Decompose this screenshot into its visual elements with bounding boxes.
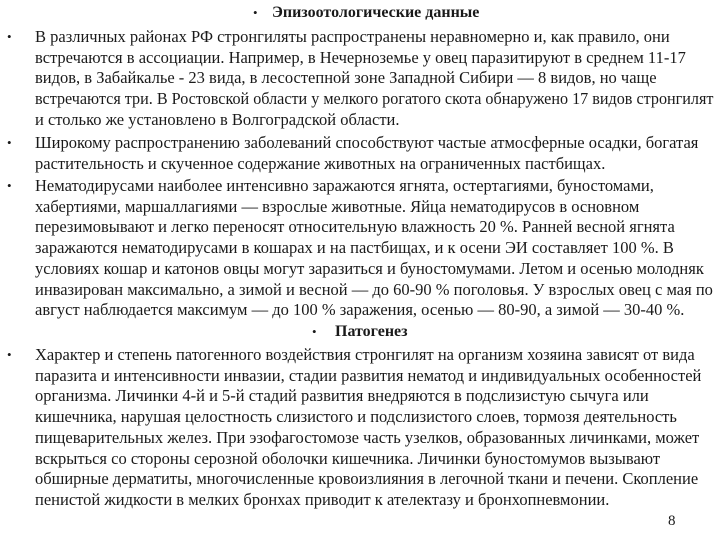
paragraph-line: заражаются нематодирусами в кошарах и на пастбищах, и к осени ЭИ составляет 100 %. В [35,238,674,258]
paragraph-line: видов, в Забайкалье - 23 вида, в лесостепной зоне Западной Сибири — 8 видов, но чаще [35,68,657,88]
paragraph-line: В различных районах РФ стронгиляты распространены неравномерно и, как правило, они [35,27,670,46]
paragraph-line: и столько же установлено в Волгоградской области. [35,109,400,129]
paragraph-line: обширные дерматиты, многочисленные кровоизлияния в легочной ткани и печени. Скопление [35,469,699,489]
paragraph-line: инвазирован максимально, а зимой и весной — до 60-90 % поголовья. У взрослых овец с мая по [35,279,713,299]
paragraph-line: Широкому распространению заболеваний способствуют частые атмосферные осадки, богатая [35,133,699,152]
paragraph-line: паразита и интенсивности инвазии, стадии развития нематод и индивидуальных особенностей [35,365,702,385]
paragraph-line: перезимовывают и легко переносят относительную влажность 20 %. Ранней весной ягнята [35,217,675,237]
paragraph-line: Нематодирусами наиболее интенсивно заражаются ягнята, остертагиями, буностомами, [35,176,654,195]
bullet-icon: • [7,135,12,150]
heading-pathogenesis: Патогенез [335,323,408,340]
paragraph-line: Характер и степень патогенного воздействия стронгилят на организм хозяина зависят от вида [35,345,695,364]
heading-bullet: • [312,324,317,339]
paragraph-line: пенистой жидкости в мелких бронхах приводит к ателектазу и бронхопневмонии. [35,489,610,509]
paragraph-line: август наблюдается максимум — до 100 % заражения, осенью — 80-90, а зимой — 30-40 %. [35,300,685,320]
paragraph-line: организма. Личинки 4-й и 5-й стадий развития внедряются в подслизистую сычуга или [35,386,649,406]
heading-bullet: • [253,5,258,20]
bullet-icon: • [7,29,12,44]
paragraph-line: встречаются три. В Ростовской области у мелкого рогатого скота обнаружено 17 видов стронгилят [35,89,714,109]
bullet-icon: • [7,347,12,362]
bullet-icon: • [7,178,12,193]
page-number: 8 [668,513,676,529]
paragraph-line: вскрыться со стороны серозной оболочки кишечника. Личинки буностомумов вызывают [35,448,661,468]
paragraph-line: условиях кошар и катонов овцы могут заразиться и буностомумами. Летом и осенью молодняк [35,258,704,278]
paragraph-line: хабертиями, маршаллагиями — взрослые животные. Яйца нематодирусов в основном [35,196,640,216]
heading-epizootology: Эпизоотологические данные [272,4,480,21]
paragraph-line: кишечника, нарушая целостность слизистого и подслизистого слоев, тормозя деятельность [35,407,677,427]
paragraph-line: пищеварительных желез. При эзофагостомозе часть узелков, образованных личинками, может [35,427,700,447]
paragraph-line: встречаются в ассоциации. Например, в Нечерноземье у овец паразитируют в среднем 11-17 [35,47,686,67]
paragraph-line: растительность и скученное содержание животных на ограниченных пастбищах. [35,153,606,173]
